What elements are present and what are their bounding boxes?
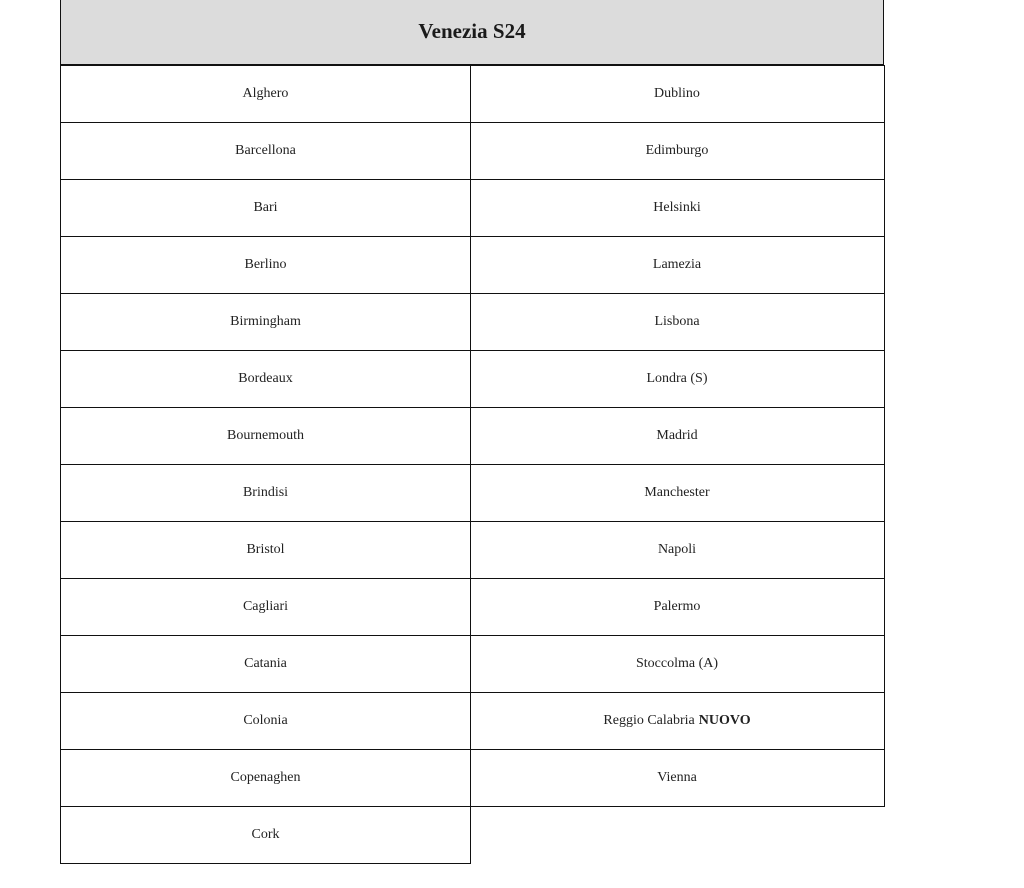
destination-name: Dublino xyxy=(654,86,700,101)
destination-cell xyxy=(470,579,885,636)
destination-name: Stoccolma (A) xyxy=(635,656,719,671)
destination-cell xyxy=(470,636,885,693)
destination-cell: Colonia xyxy=(60,693,471,750)
destination-cell: Catania xyxy=(60,636,471,693)
destination-cell: Brindisi xyxy=(60,465,471,522)
destination-cell xyxy=(470,294,885,351)
destination-name: Madrid xyxy=(656,428,698,443)
destinations-right-column xyxy=(470,65,885,807)
destination-cell: Berlino xyxy=(60,237,471,294)
destination-cell: Bristol xyxy=(60,522,471,579)
destination-name: Napoli xyxy=(657,542,697,557)
destination-cell: Copenaghen xyxy=(60,750,471,807)
destination-cell xyxy=(470,465,885,522)
destination-cell: Alghero xyxy=(60,65,471,123)
new-badge: NUOVO xyxy=(698,713,751,728)
destination-cell: Cork xyxy=(60,807,471,864)
table-title: Venezia S24 xyxy=(60,0,884,65)
destination-cell: Bournemouth xyxy=(60,408,471,465)
destination-name: Lisbona xyxy=(654,314,700,329)
destination-cell xyxy=(470,65,885,123)
destination-cell: Bordeaux xyxy=(60,351,471,408)
destination-name: Edimburgo xyxy=(645,143,709,158)
destination-name: Lamezia xyxy=(652,257,702,272)
destination-name: Reggio Calabria xyxy=(603,713,695,728)
destination-cell xyxy=(470,123,885,180)
destination-name: Manchester xyxy=(644,485,710,500)
destination-name: Helsinki xyxy=(653,200,701,215)
destination-cell: Birmingham xyxy=(60,294,471,351)
destination-cell: Cagliari xyxy=(60,579,471,636)
destination-name: Londra (S) xyxy=(646,371,708,386)
destination-name: Palermo xyxy=(653,599,701,614)
destinations-left-column xyxy=(60,65,471,864)
destination-cell xyxy=(470,237,885,294)
destination-name: Vienna xyxy=(657,770,697,785)
destination-cell: Bari xyxy=(60,180,471,237)
destination-cell: Barcellona xyxy=(60,123,471,180)
destination-cell xyxy=(470,408,885,465)
destination-cell xyxy=(470,693,885,750)
destination-cell xyxy=(470,522,885,579)
destination-cell xyxy=(470,180,885,237)
destination-cell xyxy=(470,750,885,807)
destination-cell xyxy=(470,351,885,408)
